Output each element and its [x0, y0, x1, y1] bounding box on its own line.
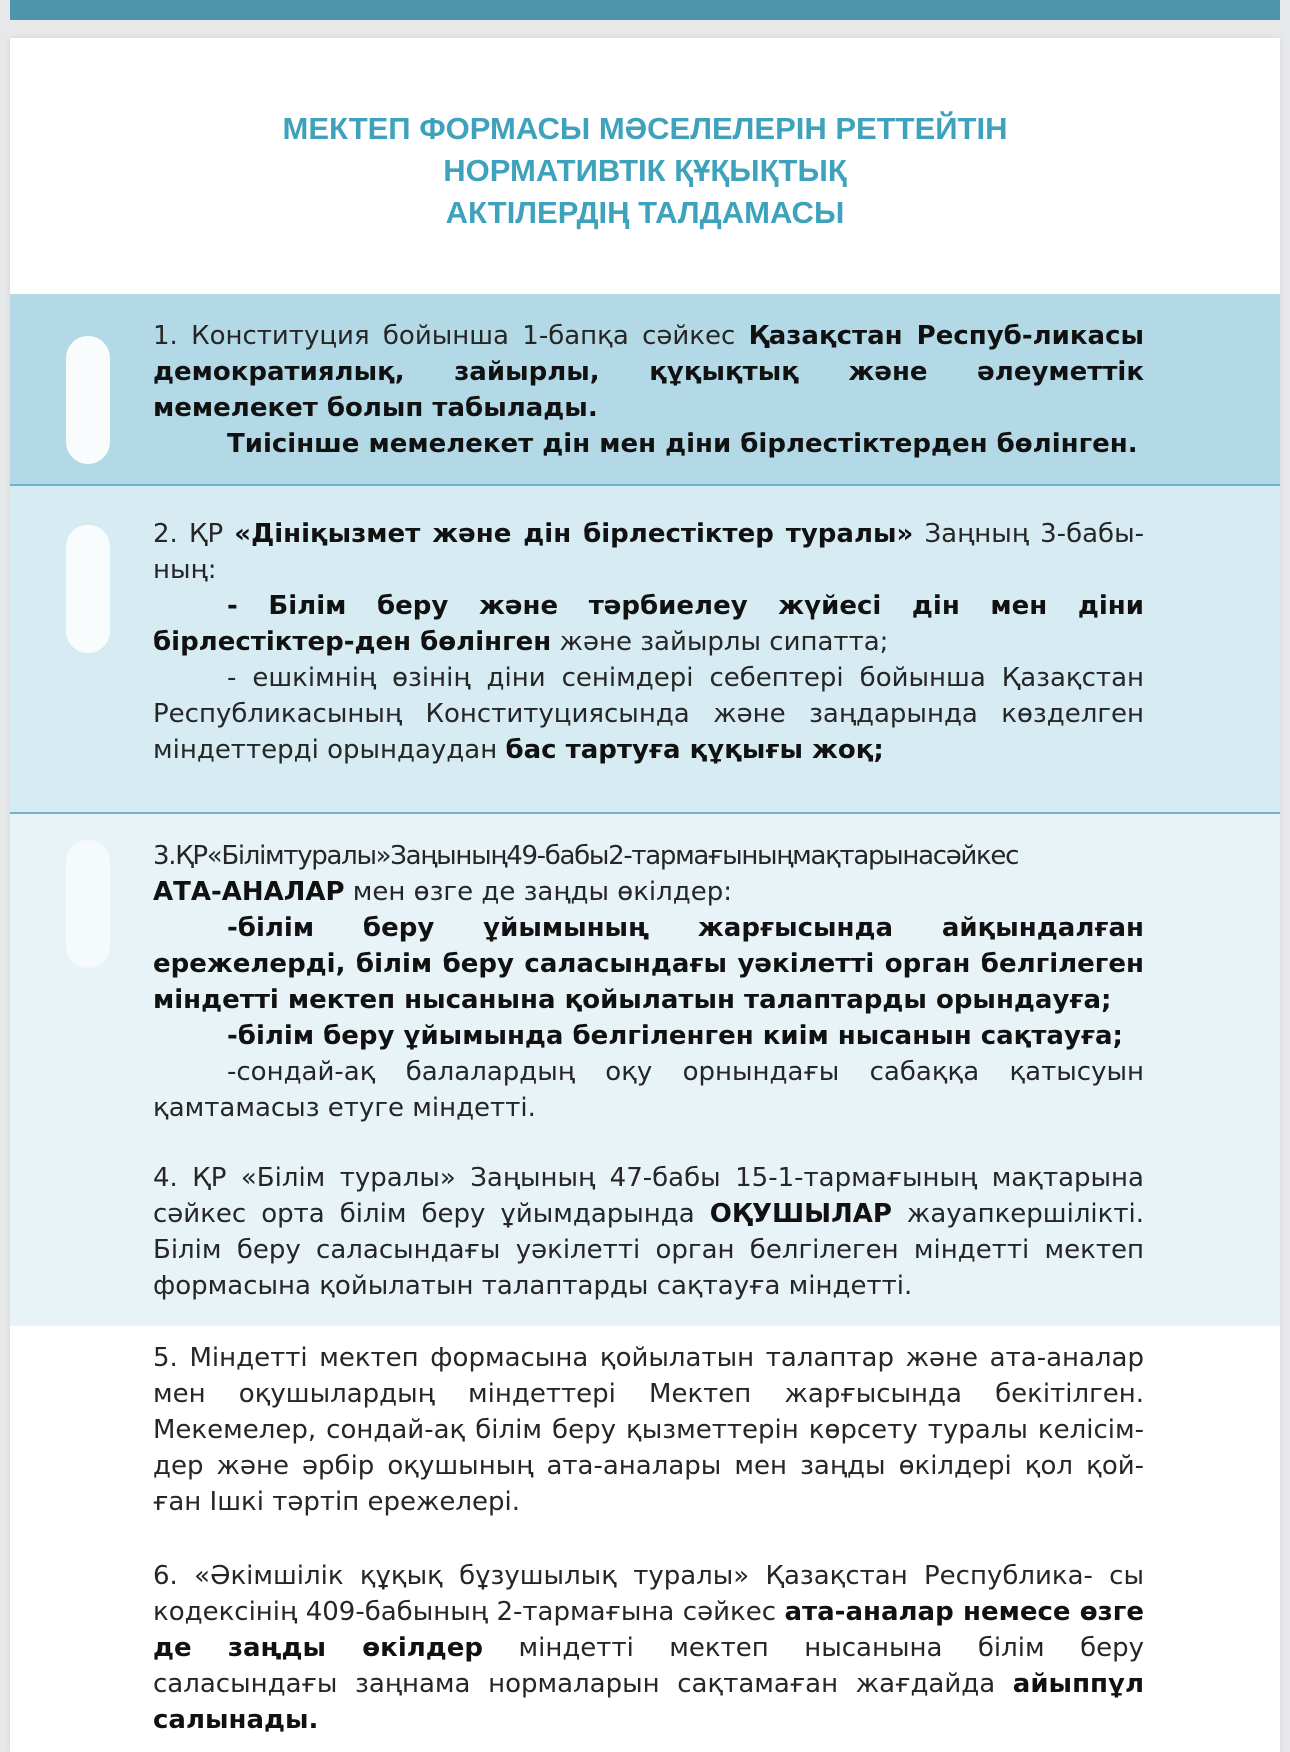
p2-text: 2. ҚР: [153, 519, 235, 549]
p2-text-4: - ешкімнің өзінің діни сенімдері себептері бойынша Қазақстан Республикасының Конституциясында және заңдарында көзделген міндеттерді орындаудан: [153, 663, 1144, 765]
p2-text-2: Заңның 3-бабы-ның:: [153, 519, 1144, 585]
p2-bold-2: бас тартуға құқығы жоқ;: [505, 735, 884, 765]
page-title: [10, 108, 1280, 234]
p3-text-2: мен өзге де заңды өкілдер:: [344, 877, 732, 907]
divider-line: [10, 812, 1280, 814]
p1-bold: Қазақстан Респуб-ликасы демократиялық, зайырлы, құқықтық және әлеуметтік мемелекет болып табылады.: [153, 321, 1144, 423]
decorative-pill: [66, 525, 110, 653]
p3-bold: -білім беру ұйымының жарғысында айқындалған ережелерді, білім беру саласындағы уәкілетті орган белгілеген міндетті мектеп нысанына қойылатын талаптарды орындауға;: [153, 913, 1144, 1015]
p6-text-2: міндетті мектеп нысанына білім беру саласындағы заңнама нормаларын сақтамаған жағдайда: [153, 1633, 1144, 1699]
paragraph-5: [153, 1340, 1144, 1520]
p2-law-name: «Дініқызмет және дін бірлестіктер туралы»: [234, 519, 914, 549]
p1-bold-2: Тиісінше мемелекет дін мен діни бірлестіктерден бөлінген.: [227, 429, 1138, 459]
p4-text: 4. ҚР «Білім туралы» Заңының 47-бабы 15-1-тармағының мақтарына сәйкес орта білім беру ұйымдарында: [153, 1163, 1144, 1229]
decorative-pill: [66, 840, 110, 968]
p3-bold-2: -білім беру ұйымында белгіленген киім нысанын сақтауға;: [227, 1021, 1123, 1051]
title-line-3: АКТІЛЕРДІҢ ТАЛДАМАСЫ: [445, 195, 845, 230]
divider-line: [10, 484, 1280, 486]
p6-text: 6. «Әкімшілік құқық бұзушылық туралы» Қазақстан Республика- сы кодексінің 409-бабының 2-тармағына сәйкес: [153, 1561, 1144, 1627]
paragraph-1: [153, 318, 1144, 462]
paragraph-2: [153, 516, 1144, 768]
decorative-pill: [66, 336, 110, 464]
paragraph-6: [153, 1558, 1144, 1738]
p2-text-3: және зайырлы сипатта;: [551, 627, 889, 657]
p1-text: 1. Конституция бойынша 1-бапқа сәйкес: [153, 321, 749, 351]
p4-text-2: жауапкершілікті. Білім беру саласындағы уәкілетті орган белгілеген міндетті мектеп формасына қойылатын талаптарды сақтауға міндетті.: [153, 1199, 1144, 1301]
p5-text: 5. Міндетті мектеп формасына қойылатын талаптар және ата-аналар мен оқушылардың міндеттері Мектеп жарғысында бекітілген. Мекемелер, сондай-ақ білім беру қызметтерін көрсету туралы келісім-дер және әрбір оқушының ата-аналары мен заңды өкілдері қол қой-ған Ішкі тәртіп ережелері.: [153, 1343, 1144, 1517]
top-accent-bar: [10, 0, 1280, 20]
p3-bold-parents: АТА-АНАЛАР: [153, 877, 345, 907]
p6-bold: ата-аналар немесе өзге де заңды өкілдер: [153, 1597, 1144, 1663]
document-page: [10, 38, 1280, 1752]
paragraph-4: [153, 1160, 1144, 1304]
p2-bold: - Білім беру және тәрбиелеу жүйесі дін мен діни бірлестіктер-ден бөлінген: [153, 591, 1144, 657]
paragraph-3: [153, 838, 1144, 1126]
p4-bold-students: ОҚУШЫЛАР: [709, 1199, 892, 1229]
p3-text-3: -сондай-ақ балалардың оқу орнындағы сабаққа қатысуын қамтамасыз етуге міндетті.: [153, 1057, 1144, 1123]
title-line-2: НОРМАТИВТІК ҚҰҚЫҚТЫҚ: [443, 153, 847, 188]
title-line-1: МЕКТЕП ФОРМАСЫ МӘСЕЛЕЛЕРІН РЕТТЕЙТІН: [282, 111, 1008, 146]
p3-text: 3.ҚР«Білімтуралы»Заңының49-бабы2-тармағыныңмақтарынасәйкес: [153, 841, 1019, 871]
p6-bold-fine: айыппұл салынады.: [153, 1669, 1144, 1735]
